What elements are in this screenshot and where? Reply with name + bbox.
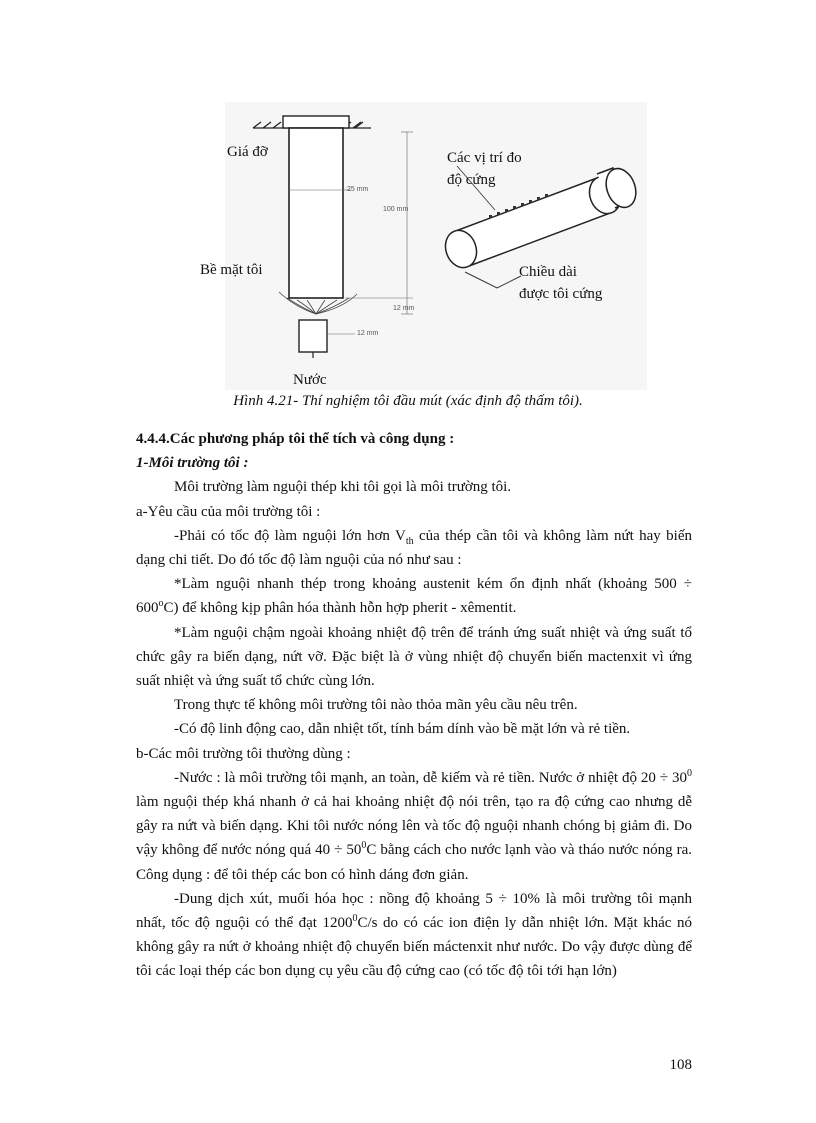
jominy-diagram bbox=[225, 102, 647, 390]
paragraph-2: -Phải có tốc độ làm nguội lớn hơn $V_{th}$ của thép cần tôi và không làm nứt hay biến dạng chi tiết. Do đó tốc độ làm nguội của nó như sau : bbox=[136, 527, 692, 569]
dim-100: 100 mm bbox=[383, 206, 409, 213]
dim-12a: 12 mm bbox=[393, 305, 415, 312]
specimen-body bbox=[289, 128, 343, 298]
water-nozzle bbox=[299, 320, 327, 352]
paragraph-6: -Có độ linh động cao, dẫn nhiệt tốt, tính bám dính vào bề mặt lớn và rẻ tiền. bbox=[174, 721, 631, 738]
label-hardened-length-1: Chiều dài bbox=[519, 264, 577, 280]
label-support: Giá đỡ bbox=[227, 144, 268, 160]
specimen-head bbox=[283, 116, 349, 128]
jominy-test-figure bbox=[200, 102, 647, 390]
dim-25: 25 mm bbox=[347, 186, 369, 193]
label-hardened-length-2: được tôi cứng bbox=[519, 286, 603, 302]
subheading: 1-Môi trường tôi : bbox=[136, 455, 249, 472]
page-number: 108 bbox=[669, 1057, 692, 1073]
label-hardness-positions-2: độ cứng bbox=[447, 172, 496, 188]
main-content bbox=[136, 427, 692, 984]
paragraph-5: Trong thực tế không môi trường tôi nào thỏa mãn yêu cầu nêu trên. bbox=[174, 697, 578, 714]
paragraph-8: -Dung dịch xút, muối hóa học : nồng độ khoảng 5 ÷ 10% là môi trường tôi mạnh nhất, tốc độ nguội có thể đạt 1200$^0$C/s do có các ion điện ly dẫn nhiệt lớn. Mặt khác nó không gây ra nứt ở khoảng nhiệt độ chuyển biến máctenxit như nước. Do vậy được dùng để tôi các loại thép các bon dụng cụ yêu cầu độ cứng cao (có tốc độ tôi tới hạn lớn) bbox=[136, 890, 692, 980]
section-heading: 4.4.4.Các phương pháp tôi thể tích và công dụng : bbox=[136, 431, 455, 447]
label-hardness-positions-1: Các vị trí đo bbox=[447, 150, 522, 166]
label-water: Nước bbox=[293, 372, 327, 388]
paragraph-7: -Nước : là môi trường tôi mạnh, an toàn, dễ kiếm và rẻ tiền. Nước ở nhiệt độ $20 \div 30^0$ làm nguội thép khá nhanh ở cả hai khoảng nhiệt độ nói trên, tạo ra độ cứng cao nhưng dễ gây ra nứt và biến dạng. Khi tôi nước nóng lên và tốc độ nguội nhanh chóng bị giảm đi. Do vậy không để nước nóng quá $40 \div 50^0C$ bằng cách cho nước lạnh vào và tháo nước nóng ra. Công dụng : để tôi thép các bon có hình dáng đơn giản. bbox=[136, 767, 692, 883]
item-b: b-Các môi trường tôi thường dùng : bbox=[136, 745, 351, 762]
paragraph-4: *Làm nguội chậm ngoài khoảng nhiệt độ trên để tránh ứng suất nhiệt và ứng suất tổ chức gây ra biến dạng, nứt vỡ. Đặc biệt là ở vùng nhiệt độ chuyển biến mactenxit vì ứng suất nhiệt và ứng suất tổ chức cùng lớn. bbox=[136, 624, 692, 690]
paragraph-1: Môi trường làm nguội thép khi tôi gọi là môi trường tôi. bbox=[174, 479, 512, 496]
item-a: a-Yêu cầu của môi trường tôi : bbox=[136, 503, 321, 520]
figure-caption: Hình 4.21- Thí nghiệm tôi đầu mút (xác định độ thấm tôi). bbox=[233, 393, 583, 409]
paragraph-3: *Làm nguội nhanh thép trong khoảng austenit kém ổn định nhất (khoảng $500 \div 600^oC$) để không kịp phân hóa thành hỗn hợp pherit - xêmentit. bbox=[136, 576, 692, 617]
dim-12b: 12 mm bbox=[357, 330, 379, 337]
label-quench-surface: Bề mặt tôi bbox=[200, 262, 263, 278]
